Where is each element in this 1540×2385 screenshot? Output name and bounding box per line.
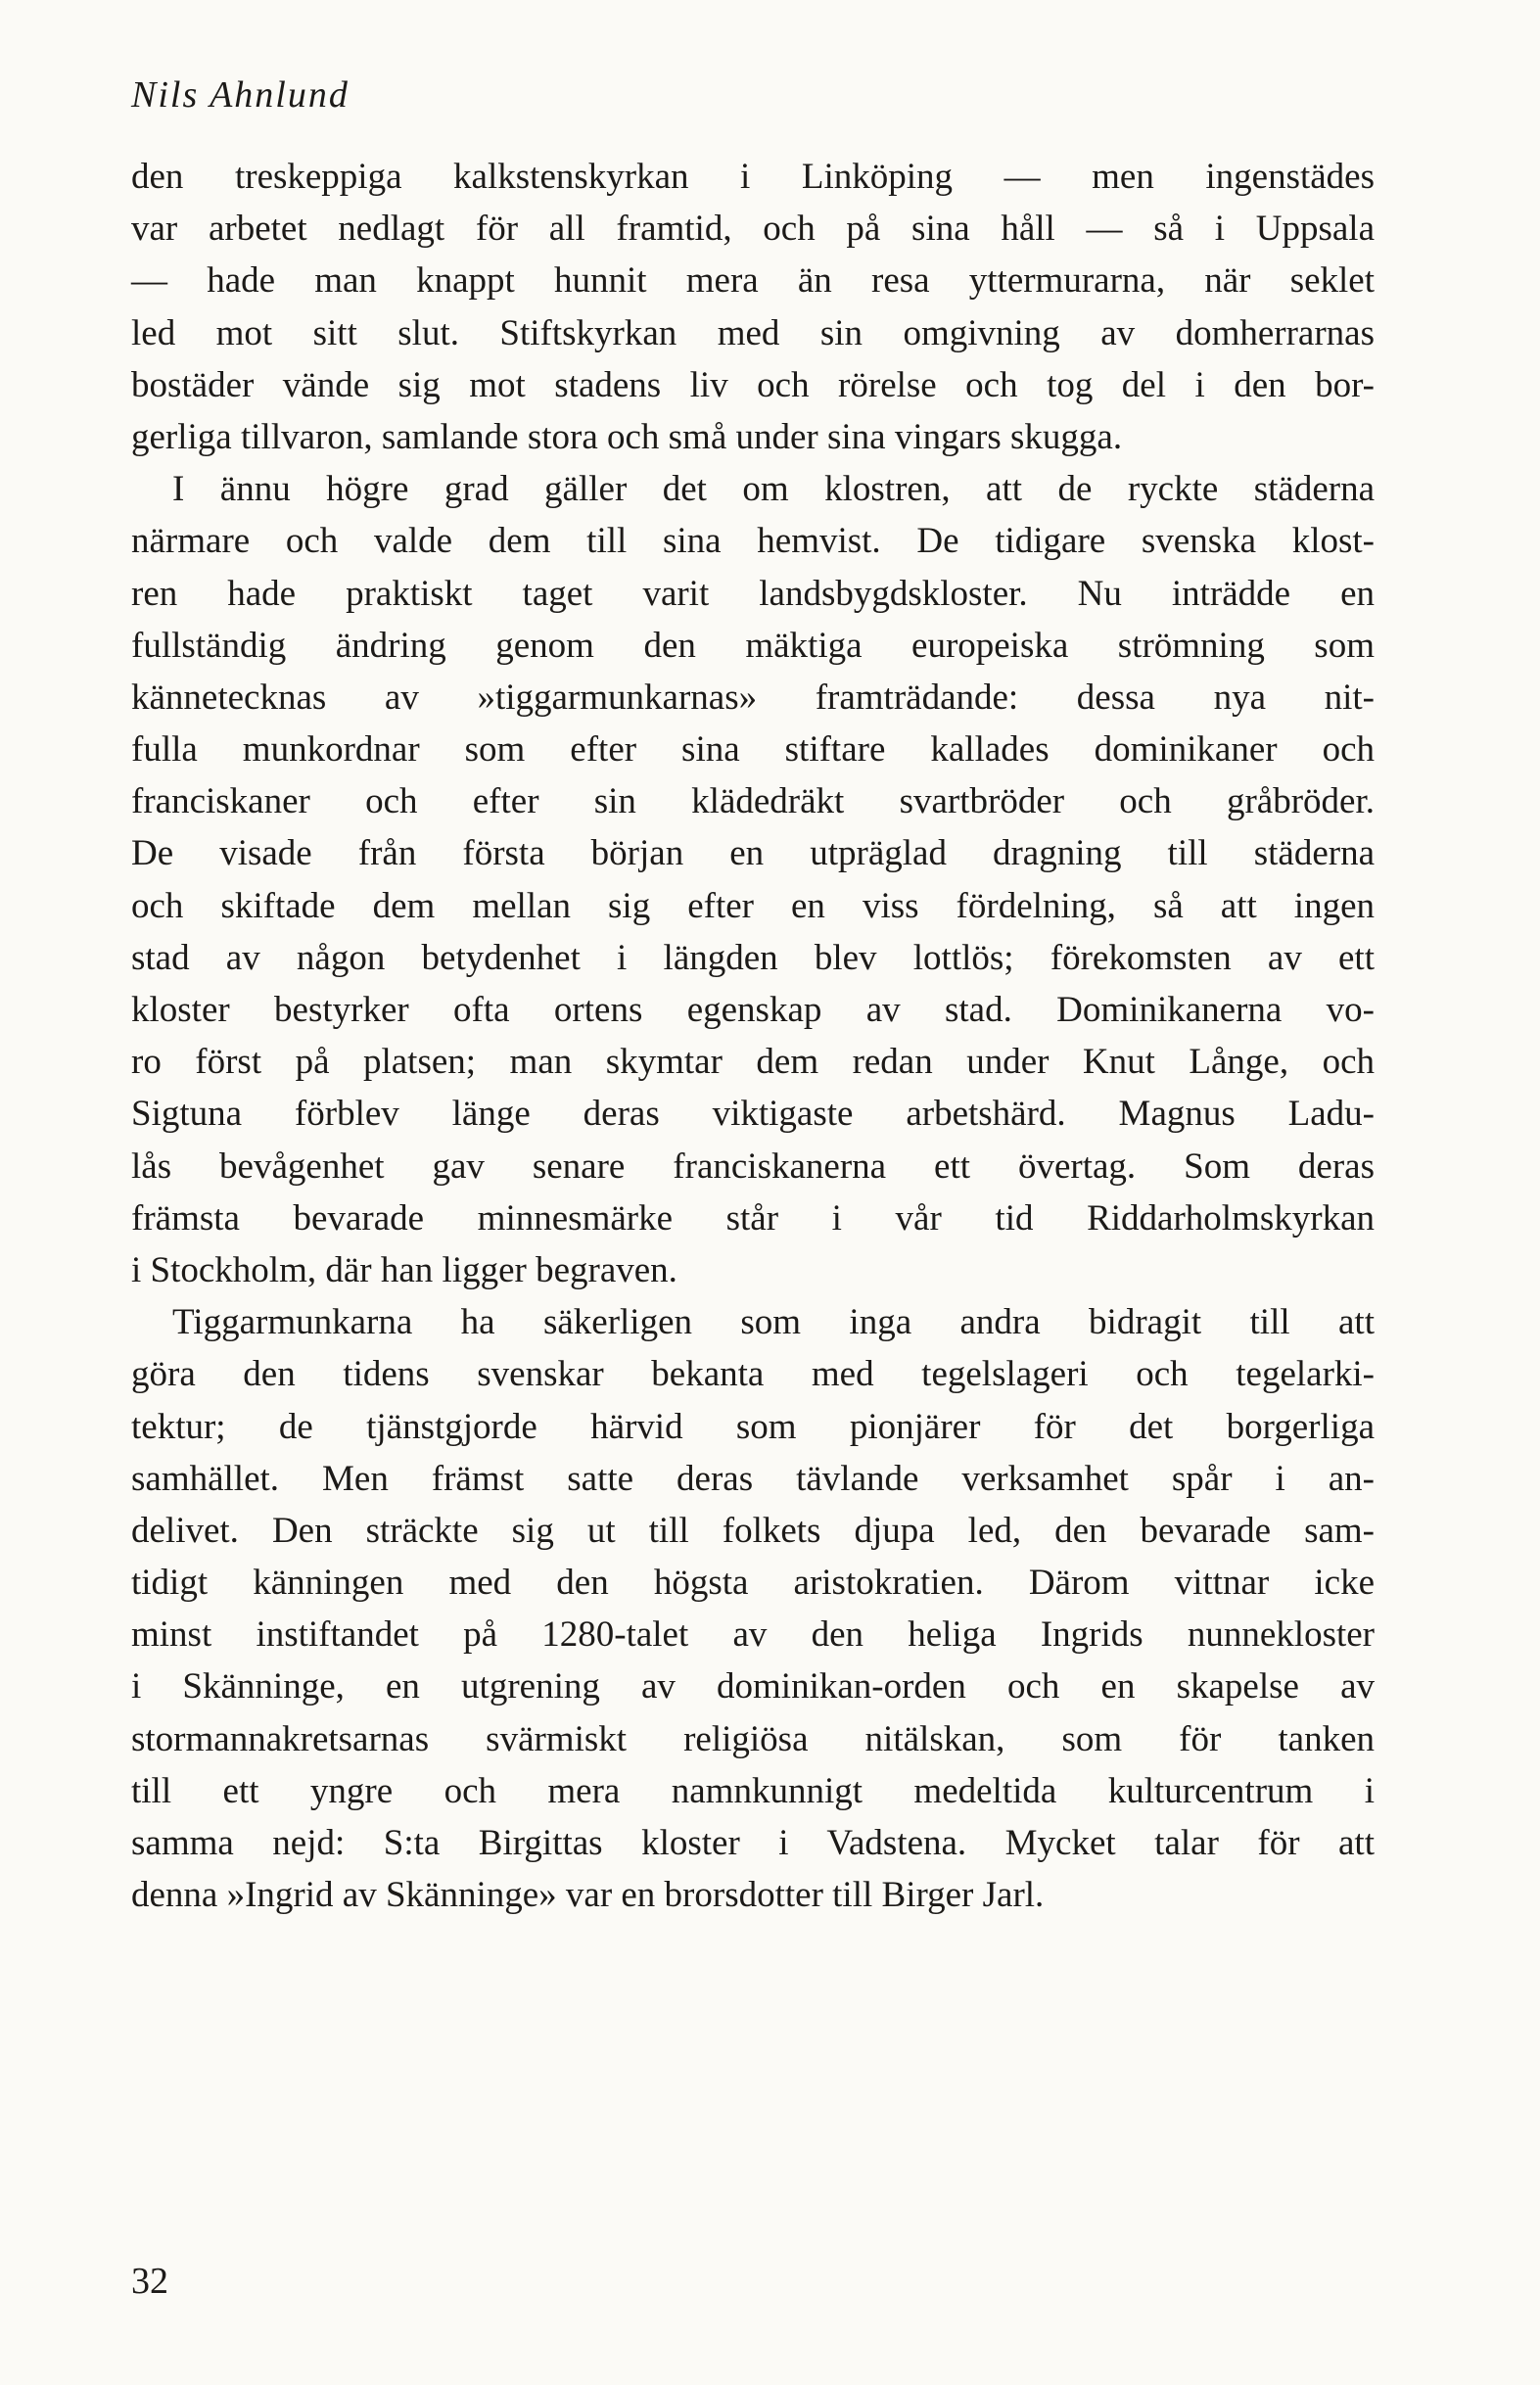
text-line: tektur; de tjänstgjorde härvid som pionjärer för det borgerliga (131, 1406, 1375, 1447)
text-line: minst instiftandet på 1280-talet av den heliga Ingrids nunnekloster (131, 1614, 1375, 1656)
text-line: I ännu högre grad gäller det om klostren, att de ryckte städerna (172, 469, 1375, 510)
text-line: led mot sitt slut. Stiftskyrkan med sin omgivning av domherrarnas (131, 312, 1375, 353)
body-text (131, 151, 1375, 1921)
text-line: till ett yngre och mera namnkunnigt medeltida kulturcentrum i (131, 1770, 1375, 1811)
text-line: stormannakretsarnas svärmiskt religiösa nitälskan, som för tanken (131, 1718, 1375, 1759)
text-line: Tiggarmunkarna ha säkerligen som inga andra bidragit till att (172, 1302, 1375, 1343)
text-line: var arbetet nedlagt för all framtid, och på sina håll — så i Uppsala (131, 209, 1375, 250)
text-line: den treskeppiga kalkstenskyrkan i Linköping — men ingenstädes (131, 157, 1375, 197)
text-line: och skiftade dem mellan sig efter en viss fördelning, så att ingen (131, 885, 1375, 926)
text-line: ren hade praktiskt taget varit landsbygdskloster. Nu inträdde en (131, 573, 1375, 614)
text-line: De visade från första början en utpräglad dragning till städerna (131, 833, 1375, 874)
text-line: kännetecknas av »tiggarmunkarnas» framträdande: dessa nya nit- (131, 677, 1375, 718)
text-line: ro först på platsen; man skymtar dem redan under Knut Långe, och (131, 1042, 1375, 1083)
text-line: delivet. Den sträckte sig ut till folkets djupa led, den bevarade sam- (131, 1510, 1375, 1551)
text-line: främsta bevarade minnesmärke står i vår tid Riddarholmskyrkan (131, 1197, 1375, 1239)
text-line: i Stockholm, där han ligger begraven. (131, 1249, 677, 1290)
text-line: fulla munkordnar som efter sina stiftare kallades dominikaner och (131, 729, 1375, 771)
text-line: samhället. Men främst satte deras tävlande verksamhet spår i an- (131, 1458, 1375, 1499)
paragraph (131, 151, 1375, 463)
text-line: franciskaner och efter sin klädedräkt svartbröder och gråbröder. (131, 781, 1375, 822)
text-line: gerliga tillvaron, samlande stora och små under sina vingars skugga. (131, 416, 1123, 457)
text-line: tidigt känningen med den högsta aristokratien. Därom vittnar icke (131, 1563, 1375, 1604)
paragraph (131, 463, 1375, 1296)
text-line: lås bevågenhet gav senare franciskanerna ett övertag. Som deras (131, 1146, 1375, 1187)
text-line: denna »Ingrid av Skänninge» var en brorsdotter till Birger Jarl. (131, 1875, 1045, 1916)
text-line: samma nejd: S:ta Birgittas kloster i Vadstena. Mycket talar för att (131, 1823, 1375, 1863)
text-line: i Skänninge, en utgrening av dominikan-orden och en skapelse av (131, 1666, 1375, 1707)
text-line: bostäder vände sig mot stadens liv och rörelse och tog del i den bor- (131, 364, 1375, 405)
page-number: 32 (131, 2261, 168, 2302)
text-line: göra den tidens svenskar bekanta med tegelslageri och tegelarki- (131, 1354, 1375, 1395)
text-line: stad av någon betydenhet i längden blev lottlös; förekomsten av ett (131, 937, 1375, 978)
text-line: fullständig ändring genom den mäktiga europeiska strömning som (131, 625, 1375, 666)
running-head: Nils Ahnlund (131, 74, 350, 116)
text-line: — hade man knappt hunnit mera än resa yttermurarna, när seklet (131, 260, 1375, 302)
text-line: Sigtuna förblev länge deras viktigaste arbetshärd. Magnus Ladu- (131, 1094, 1375, 1135)
text-line: närmare och valde dem till sina hemvist. De tidigare svenska klost- (131, 521, 1375, 562)
text-line: kloster bestyrker ofta ortens egenskap av stad. Dominikanerna vo- (131, 990, 1375, 1030)
paragraph (131, 1296, 1375, 1921)
